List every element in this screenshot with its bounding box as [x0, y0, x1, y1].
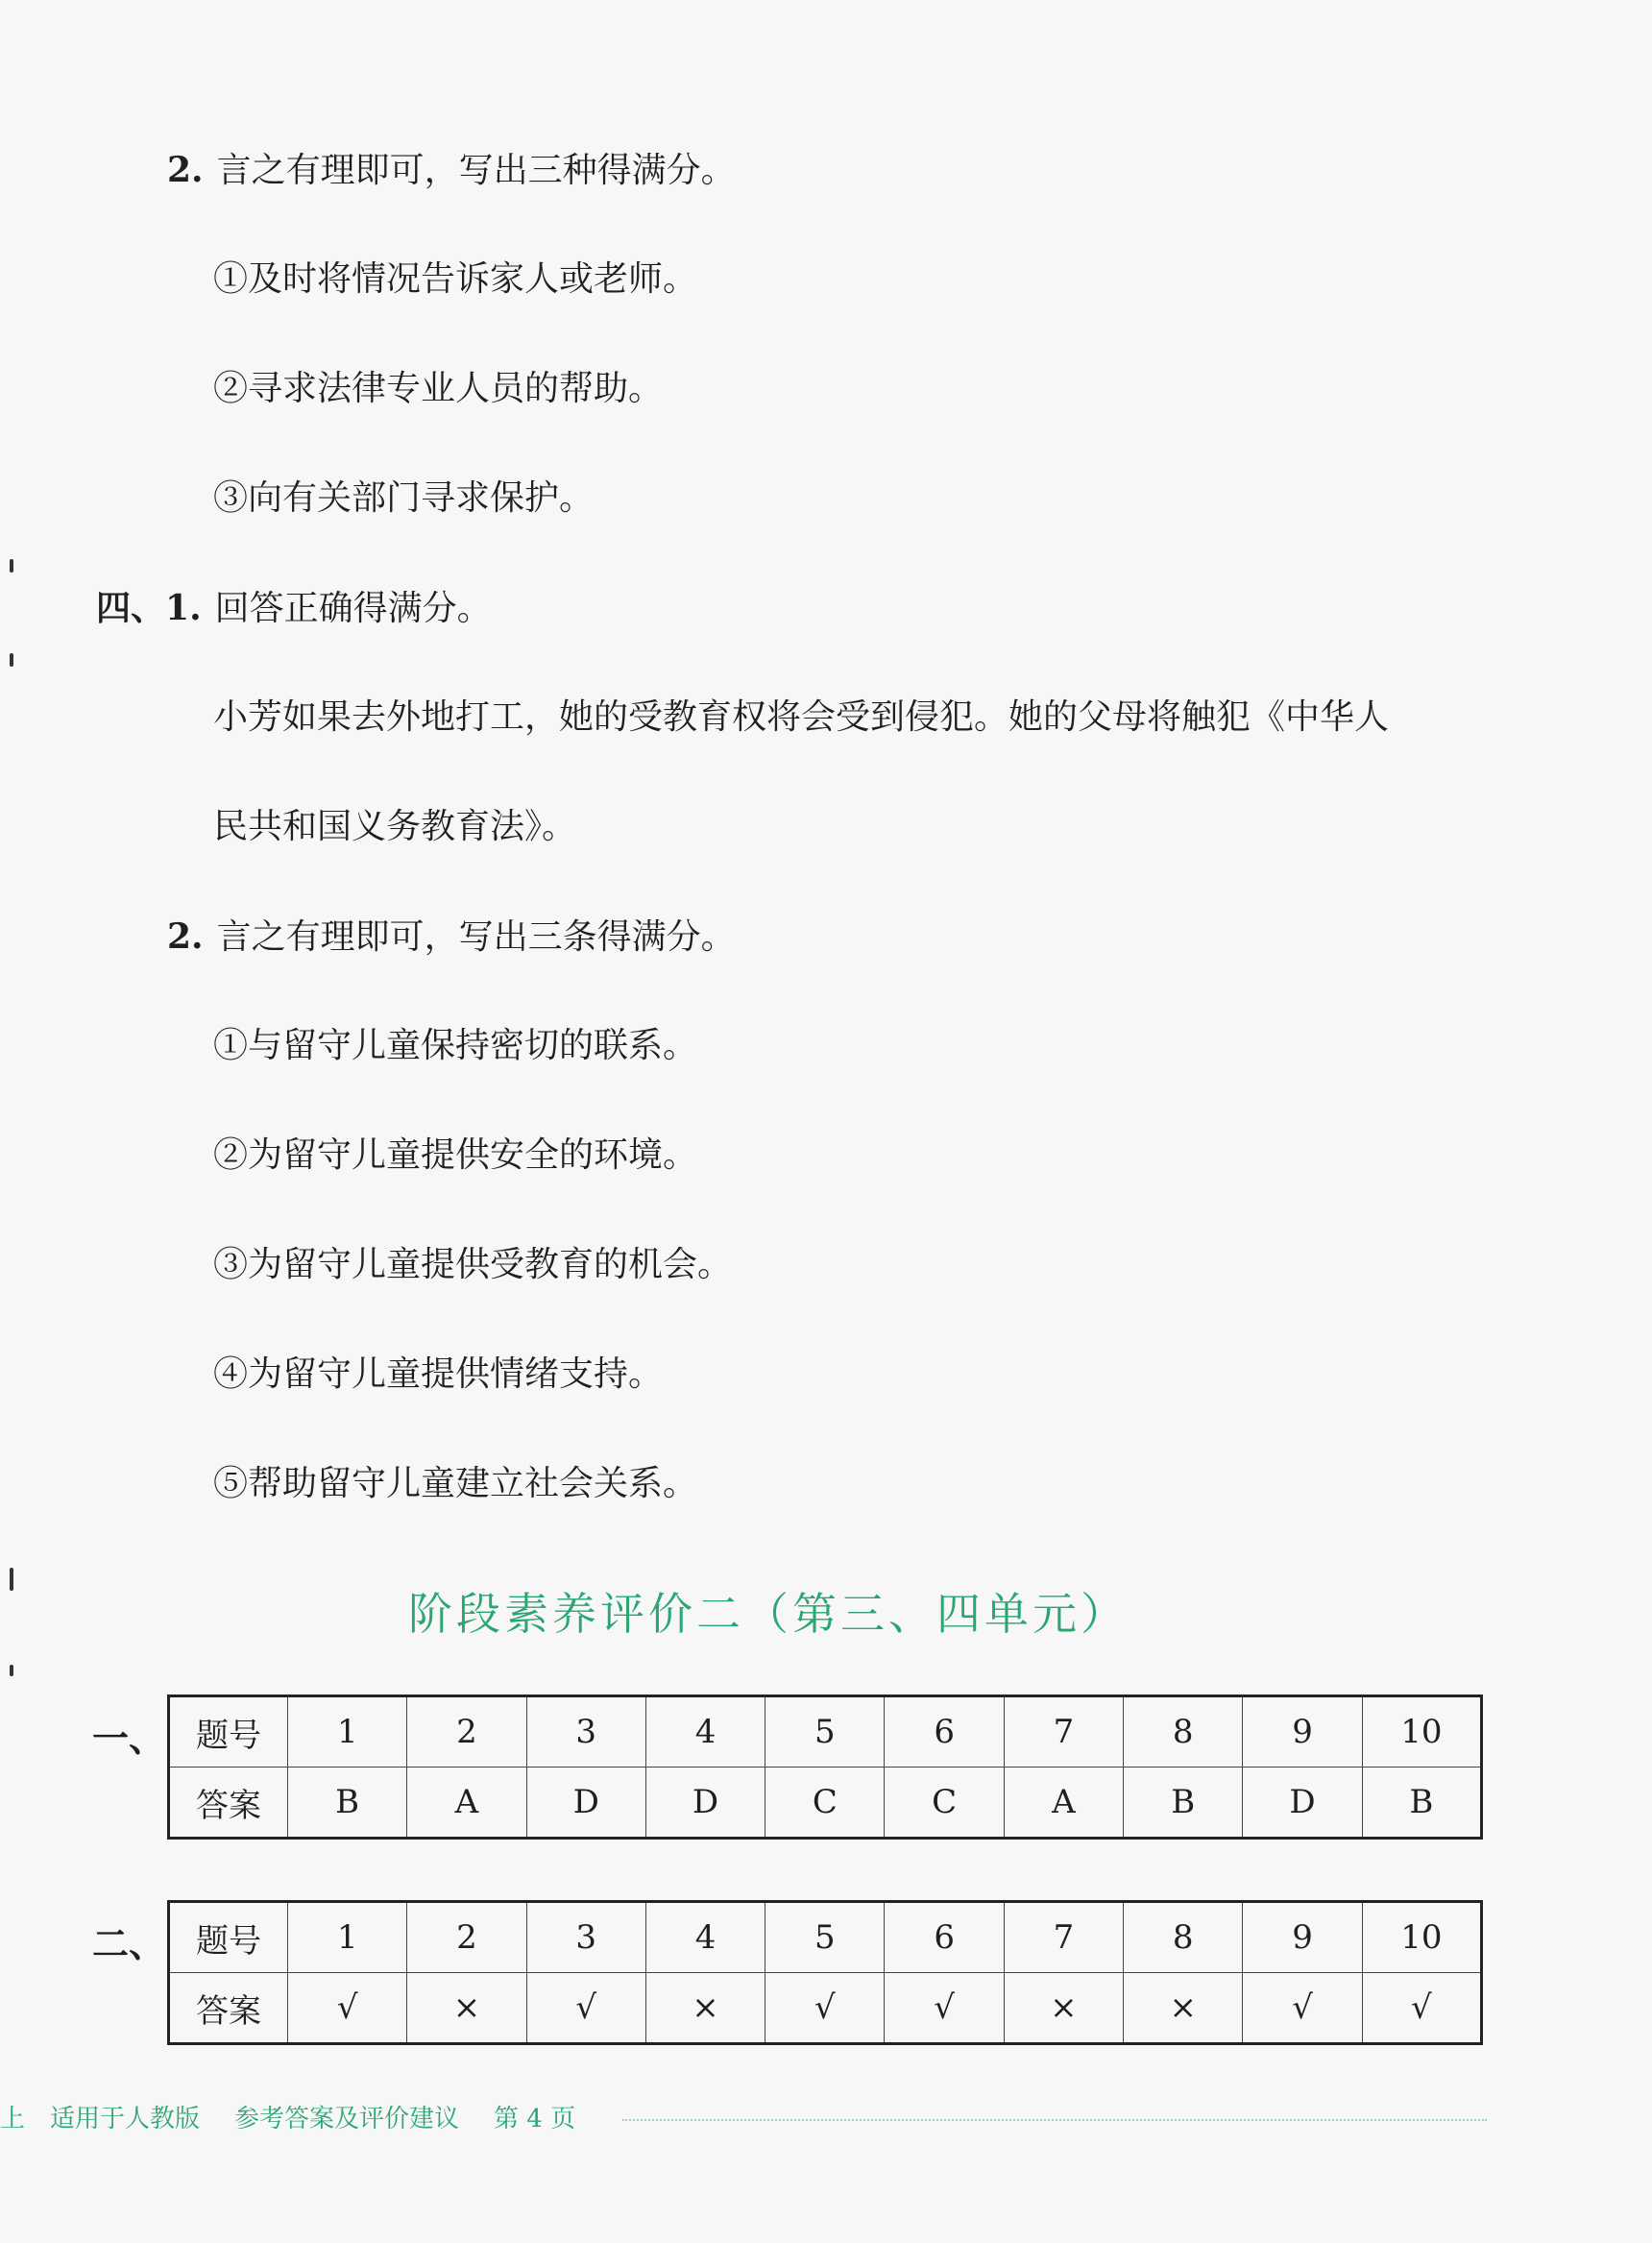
answer-paragraph-line: 民共和国义务教育法》。: [213, 807, 577, 846]
binding-mark: [10, 559, 13, 573]
footer-edition: 适用于人教版: [50, 2105, 201, 2133]
answer-cell: B: [1362, 1768, 1481, 1839]
answer-cell: C: [885, 1768, 1004, 1839]
answer-item: ③为留守儿童提供受教育的机会。: [213, 1245, 733, 1284]
question-number-cell: 1: [288, 1902, 407, 1973]
answer-cell: ×: [1124, 1973, 1243, 2044]
answer-item: ①及时将情况告诉家人或老师。: [213, 259, 698, 299]
footer-dotted-rule: [622, 2119, 1487, 2121]
answer-cell: D: [645, 1768, 765, 1839]
section-heading: [96, 585, 492, 632]
answer-cell: √: [1362, 1973, 1481, 2044]
page-number: 第 4 页: [494, 2105, 576, 2133]
question-number-cell: 10: [1362, 1902, 1481, 1973]
binding-mark: [10, 653, 13, 667]
answer-cell: ×: [407, 1973, 526, 2044]
question-text: 言之有理即可，写出三条得满分。: [216, 917, 736, 957]
table-row-numbers: [169, 1696, 1482, 1768]
section-label: 四、: [96, 588, 166, 628]
answer-cell: √: [885, 1973, 1004, 2044]
question-text: 回答正确得满分。: [214, 589, 492, 628]
answer-item: ②寻求法律专业人员的帮助。: [213, 369, 664, 408]
answer-table-2: [167, 1900, 1483, 2045]
question-number-cell: 7: [1004, 1902, 1123, 1973]
table-row-answers: [169, 1768, 1482, 1839]
answer-cell: A: [407, 1768, 526, 1839]
row-header: 答案: [169, 1973, 288, 2044]
question-number-cell: 4: [645, 1902, 765, 1973]
footer-book-title: 参考答案及评价建议: [234, 2105, 460, 2133]
table-row-answers: [169, 1973, 1482, 2044]
question-number-cell: 6: [885, 1902, 1004, 1973]
answer-cell: B: [1124, 1768, 1243, 1839]
question-number-cell: 2: [407, 1902, 526, 1973]
question-number-cell: 10: [1362, 1696, 1481, 1768]
row-header: 题号: [169, 1696, 288, 1768]
answer-cell: √: [288, 1973, 407, 2044]
question-line: [167, 914, 736, 961]
answer-cell: D: [526, 1768, 645, 1839]
answer-cell: √: [765, 1973, 885, 2044]
question-number: 1.: [165, 588, 202, 628]
answer-item: ③向有关部门寻求保护。: [213, 478, 595, 518]
answer-cell: A: [1004, 1768, 1123, 1839]
row-header: 题号: [169, 1902, 288, 1973]
question-number-cell: 3: [526, 1902, 645, 1973]
binding-mark: [10, 1665, 13, 1676]
answer-table-1: [167, 1694, 1483, 1840]
answer-item: ⑤帮助留守儿童建立社会关系。: [213, 1464, 698, 1503]
answer-cell: B: [288, 1768, 407, 1839]
question-number-cell: 9: [1243, 1696, 1362, 1768]
table-label: 一、: [92, 1717, 166, 1760]
question-number-cell: 2: [407, 1696, 526, 1768]
answer-cell: D: [1243, 1768, 1362, 1839]
question-number-cell: 4: [645, 1696, 765, 1768]
question-number-cell: 7: [1004, 1696, 1123, 1768]
answer-item: ①与留守儿童保持密切的联系。: [213, 1026, 698, 1065]
answer-cell: √: [1243, 1973, 1362, 2044]
answer-cell: √: [526, 1973, 645, 2044]
answer-cell: ×: [645, 1973, 765, 2044]
page-footer: [0, 2102, 593, 2136]
footer-edge-text: 上: [0, 2105, 26, 2133]
question-number: 2.: [167, 916, 204, 957]
answer-item: ④为留守儿童提供情绪支持。: [213, 1354, 664, 1394]
question-line: [167, 147, 736, 194]
question-number-cell: 1: [288, 1696, 407, 1768]
assessment-title: 阶段素养评价二（第三、四单元）: [408, 1588, 1129, 1640]
question-number-cell: 5: [765, 1902, 885, 1973]
answer-cell: ×: [1004, 1973, 1123, 2044]
answer-paragraph-line: 小芳如果去外地打工，她的受教育权将会受到侵犯。她的父母将触犯《中华人: [213, 697, 1390, 737]
question-number-cell: 5: [765, 1696, 885, 1768]
answer-item: ②为留守儿童提供安全的环境。: [213, 1135, 698, 1175]
question-number-cell: 6: [885, 1696, 1004, 1768]
question-number-cell: 3: [526, 1696, 645, 1768]
question-number: 2.: [167, 150, 204, 190]
answer-cell: C: [765, 1768, 885, 1839]
question-text: 言之有理即可，写出三种得满分。: [216, 151, 736, 190]
question-number-cell: 8: [1124, 1902, 1243, 1973]
table-label: 二、: [92, 1922, 166, 1965]
table-row-numbers: [169, 1902, 1482, 1973]
question-number-cell: 8: [1124, 1696, 1243, 1768]
row-header: 答案: [169, 1768, 288, 1839]
question-number-cell: 9: [1243, 1902, 1362, 1973]
